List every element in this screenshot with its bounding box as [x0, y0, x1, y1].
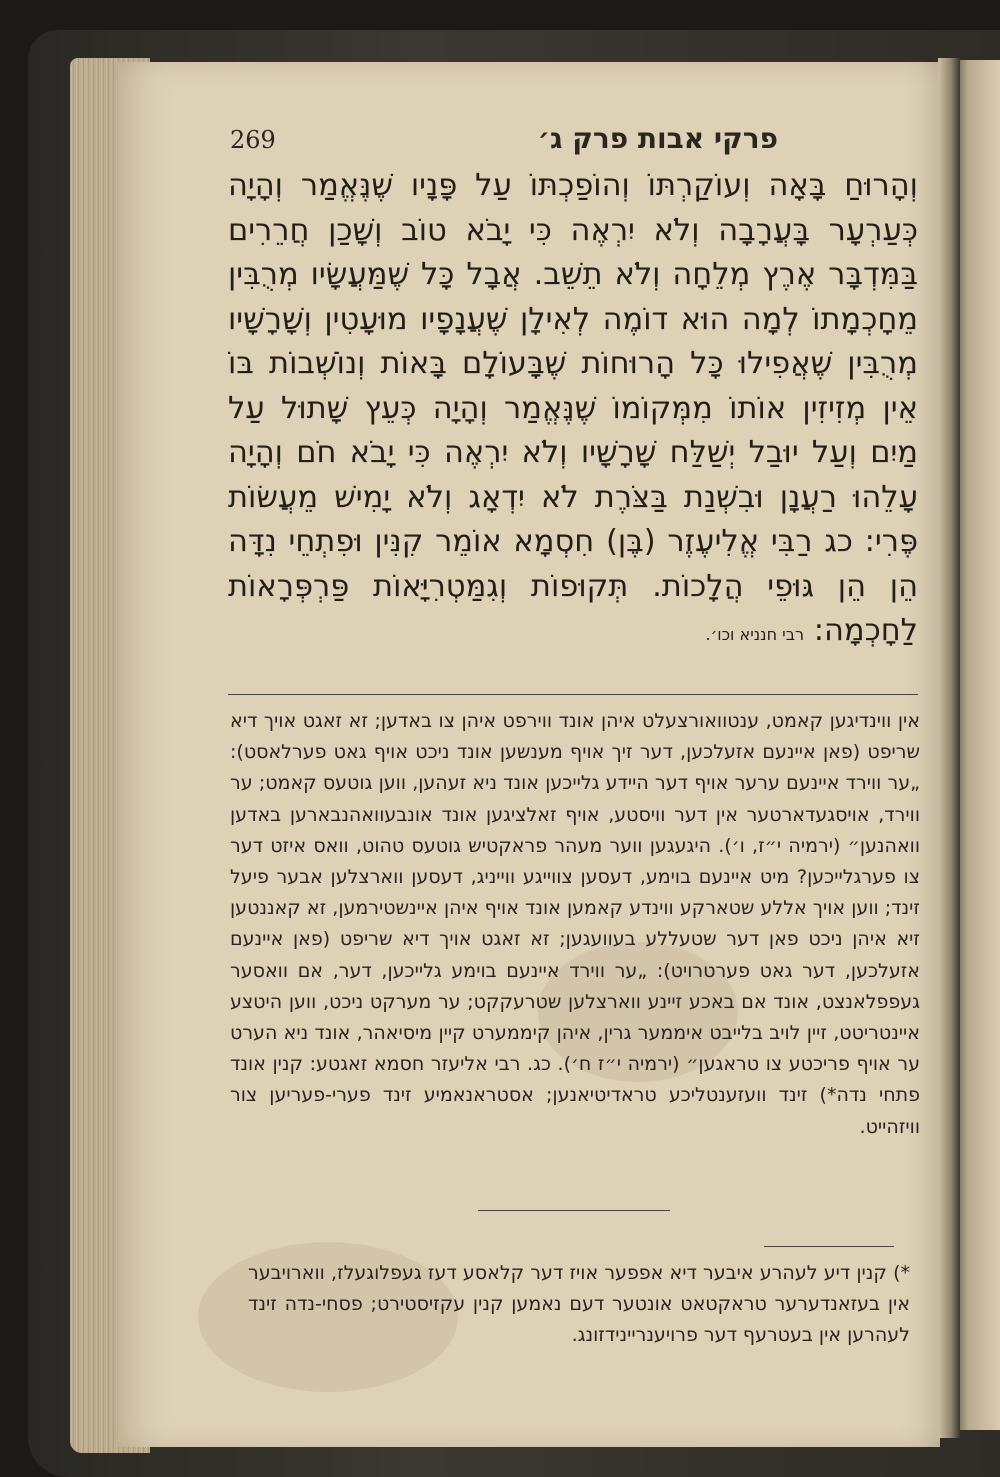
yiddish-text: אין ווינדיגען קאמט, ענטוואורצעלט איהן אונד ווירפט איהן צו באדען; זא זאגט אויך דיא שריפט (פאן איינעם אזעלכען, דער זיך אויף מענשען אונד ניכט אויף גאט פערלאסט): „ער ווירד איינעם ערער אויף דער היידע גלייכען אונד ניא זעהען, ווען גוטעס קאמט; ער ווירד, אויסגעדארטער אין דער וויסטע, אויף זאלציגען אונד אונבעוואהנבארען באדען וואהנען״ (ירמיה י״ז, ו׳). היגעגען ווער מעהר פראקטיש גוטעס טהוט, וואס איזט דער צו פערגלייכען? מיט איינעם בוימע, דעסען צווייגע ווייניג, דעסען ווארצלען אבער פיעל זינד; ווען אויך אללע שטארקע ווינדע קאמען אונד אויף איהן איינשטירמען, זא קאננטען זיא איהן ניכט פאן דער שטעללע בעוועגען; זא זאגט אויך דיא שריפט (פאן איינעם אזעלכען, דער גאט פערטרויט): „ער ווירד איינעם בוימע גלייכען, דער, אם וואסער געפפלאנצט, אונד אם באכע זיינע ווארצלען שטרעקקט; ער מערקט ניכט, ווען היטצע איינטריטט, זיין לויב בלייבט איממער גרין, איהן קיממערט קיין מיסיאהר, אונד ניא הערט ער אויף פריכטע צו טראגען״ (ירמיה י״ז ח׳). כג. רבי אליעזר חסמא זאגטע: קנין אונד פתחי נדה*) זינד וועזענטליכע טראדיטיאנען; אסטראנאמיע זינד פערי-פעריען צור וויזהייט.: [230, 710, 920, 1138]
hebrew-text-block: [228, 164, 918, 658]
footnote-rule: [764, 1246, 894, 1247]
yiddish-translation-block: [230, 706, 920, 1143]
book-page: [118, 62, 940, 1447]
footnote-text: *) קנין דיע לעהרע איבער דיא אפפער אויז דער קלאסע דעז געפלוגעלז, ווארויבער אין בעזאנדערער טראקטאט אונטער דעם נאמען קנין עקזיסטירט; פסחי-נדה זינד לעהרען אין בעטרעף דער פרויענריינידזונג.: [248, 1262, 910, 1346]
next-page-edge: [955, 60, 1000, 1430]
section-divider: [228, 694, 918, 695]
hebrew-text: וְהָרוּחַ בָּאָה וְעוֹקַרְתּוֹ וְהוֹפַכְתּוֹ עַל פָּנָיו שֶׁנֶּאֱמַר וְהָיָה כְּעַרְעָר בָּעֲרָבָה וְלֹא יִרְאֶה כִּי יָבֹא טוֹב וְשָׁכַן חֲרֵרִים בַּמִּדְבָּר אֶרֶץ מְלֵחָה וְלֹא תֵשֵׁב. אֲבָל כָּל שֶׁמַּעֲשָׂיו מְרֻבִּין מֵחָכְמָתוֹ לְמָה הוּא דוֹמֶה לְאִילָן שֶׁעֲנָפָיו מוּעָטִין וְשָׁרָשָׁיו מְרֻבִּין שֶׁאֲפִילוּ כָּל הָרוּחוֹת שֶׁבָּעוֹלָם בָּאוֹת וְנוֹשְׁבוֹת בּוֹ אֵין מְזִיזִין אוֹתוֹ מִמְּקוֹמוֹ שֶׁנֶּאֱמַר וְהָיָה כְּעֵץ שָׁתוּל עַל מַיִם וְעַל יוּבַל יְשַׁלַּח שָׁרָשָׁיו וְלֹא יִרְאֶה כִּי יָבֹא חֹם וְהָיָה עָלֵהוּ רַעֲנָן וּבִשְׁנַת בַּצֹּרֶת לֹא יִדְאָג וְלֹא יָמִישׁ מֵעֲשׂוֹת פֶּרִי: כג רַבִּי אֱלִיעֶזֶר (בֶּן) חִסְמָא אוֹמֵר קִנִּין וּפִתְחֵי נִדָּה הֵן הֵן גּוּפֵי הֲלָכוֹת. תְּקוּפוֹת וְגִמַּטְרִיָּאוֹת פַּרְפְּרָאוֹת לַחָכְמָה:: [228, 168, 918, 648]
footnote-block: [248, 1258, 910, 1351]
page-number: 269: [230, 126, 276, 154]
page-header: [218, 120, 778, 164]
running-title: פרקי אבות פרק ג׳: [537, 122, 778, 155]
book-gutter: [938, 58, 960, 1438]
center-rule: [478, 1210, 670, 1211]
hebrew-reference: רבי חנניא וכו׳.: [705, 625, 804, 644]
